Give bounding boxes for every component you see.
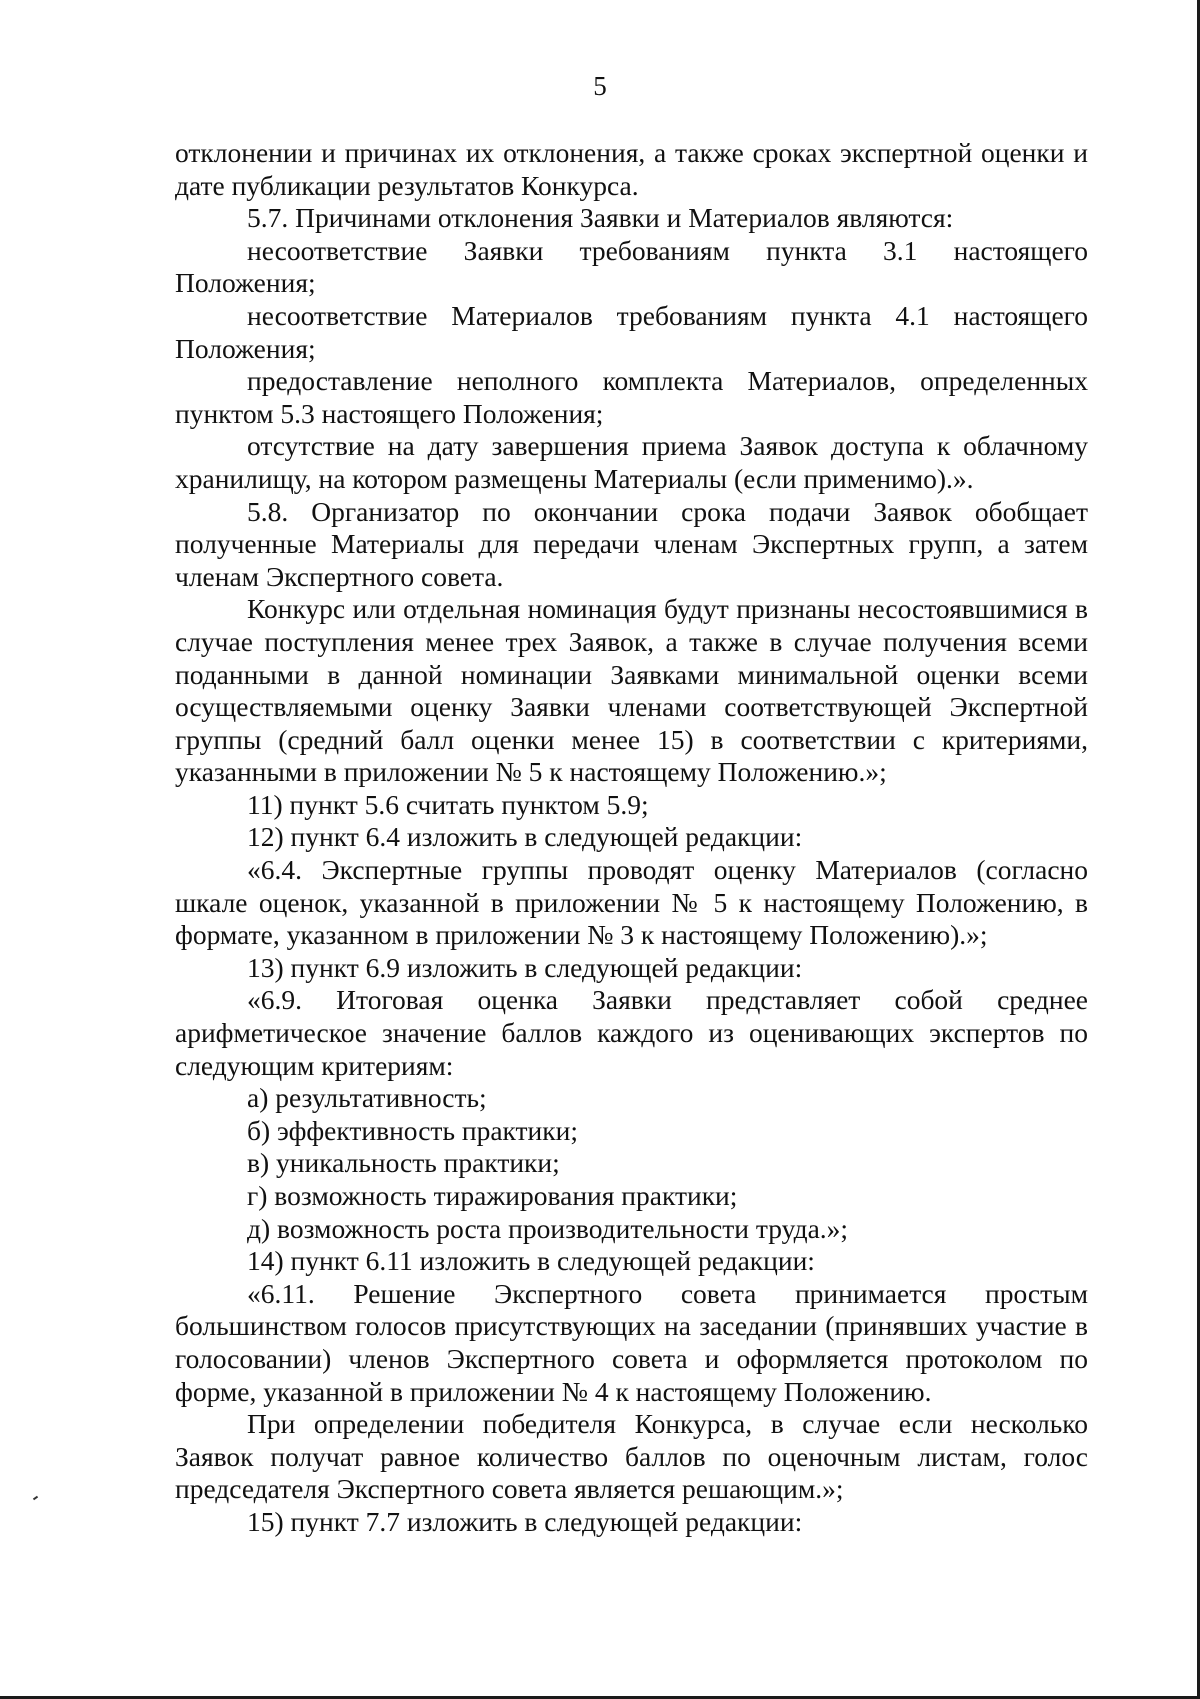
- paragraph: «6.9. Итоговая оценка Заявки представляет собой среднее арифметическое значение баллов каждого из оценивающих экспертов по следующим критериям:: [175, 984, 1088, 1081]
- list-item: в) уникальность практики;: [247, 1147, 560, 1179]
- page-number: 5: [593, 71, 607, 101]
- paragraph: 5.7. Причинами отклонения Заявки и Материалов являются:: [247, 202, 954, 234]
- paragraph: 15) пункт 7.7 изложить в следующей редакции:: [247, 1505, 803, 1537]
- scan-speck: [33, 1496, 38, 1501]
- paragraph: отсутствие на дату завершения приема Заявок доступа к облачному хранилищу, на котором размещены Материалы (если применимо).».: [175, 430, 1088, 494]
- list-item: д) возможность роста производительности труда.»;: [247, 1212, 849, 1244]
- document-body: [175, 137, 1088, 1539]
- list-item: г) возможность тиражирования практики;: [247, 1180, 738, 1211]
- paragraph: отклонении и причинах их отклонения, а также сроках экспертной оценки и дате публикации результатов Конкурса.: [175, 137, 1088, 201]
- paragraph: 12) пункт 6.4 изложить в следующей редакции:: [247, 821, 803, 853]
- paragraph: Конкурс или отдельная номинация будут признаны несостоявшимися в случае поступления менее трех Заявок, а также в случае получения всеми поданными в данной номинации Заявками минимальной оценки всеми осуществляемыми оценку Заявки членами соответствующей Экспертной группы (средний балл оценки менее 15) в соответствии с критериями, указанными в приложении № 5 к настоящему Положению.»;: [175, 593, 1088, 788]
- paragraph: «6.11. Решение Экспертного совета принимается простым большинством голосов присутствующих на заседании (принявших участие в голосовании) членов Экспертного совета и оформляется протоколом по форме, указанной в приложении № 4 к настоящему Положению.: [175, 1277, 1088, 1407]
- paragraph: 5.8. Организатор по окончании срока подачи Заявок обобщает полученные Материалы для передачи членам Экспертных групп, а затем членам Экспертного совета.: [175, 495, 1088, 592]
- paragraph: При определении победителя Конкурса, в случае если несколько Заявок получат равное количество баллов по оценочным листам, голос председателя Экспертного совета является решающим.»;: [175, 1408, 1088, 1505]
- paragraph: 14) пункт 6.11 изложить в следующей редакции:: [247, 1245, 815, 1277]
- paragraph: «6.4. Экспертные группы проводят оценку Материалов (согласно шкале оценок, указанной в приложении № 5 к настоящему Положению, в формате, указанном в приложении № 3 к настоящему Положению).»;: [175, 854, 1088, 951]
- list-item: б) эффективность практики;: [247, 1114, 578, 1146]
- paragraph: несоответствие Заявки требованиям пункта 3.1 настоящего Положения;: [175, 234, 1088, 299]
- paragraph: предоставление неполного комплекта Материалов, определенных пунктом 5.3 настоящего Положения;: [175, 365, 1088, 429]
- paragraph: несоответствие Материалов требованиям пункта 4.1 настоящего Положения;: [175, 299, 1088, 364]
- paragraph: 11) пункт 5.6 считать пунктом 5.9;: [247, 788, 649, 820]
- list-item: а) результативность;: [247, 1082, 487, 1114]
- paragraph: 13) пункт 6.9 изложить в следующей редакции:: [247, 951, 803, 983]
